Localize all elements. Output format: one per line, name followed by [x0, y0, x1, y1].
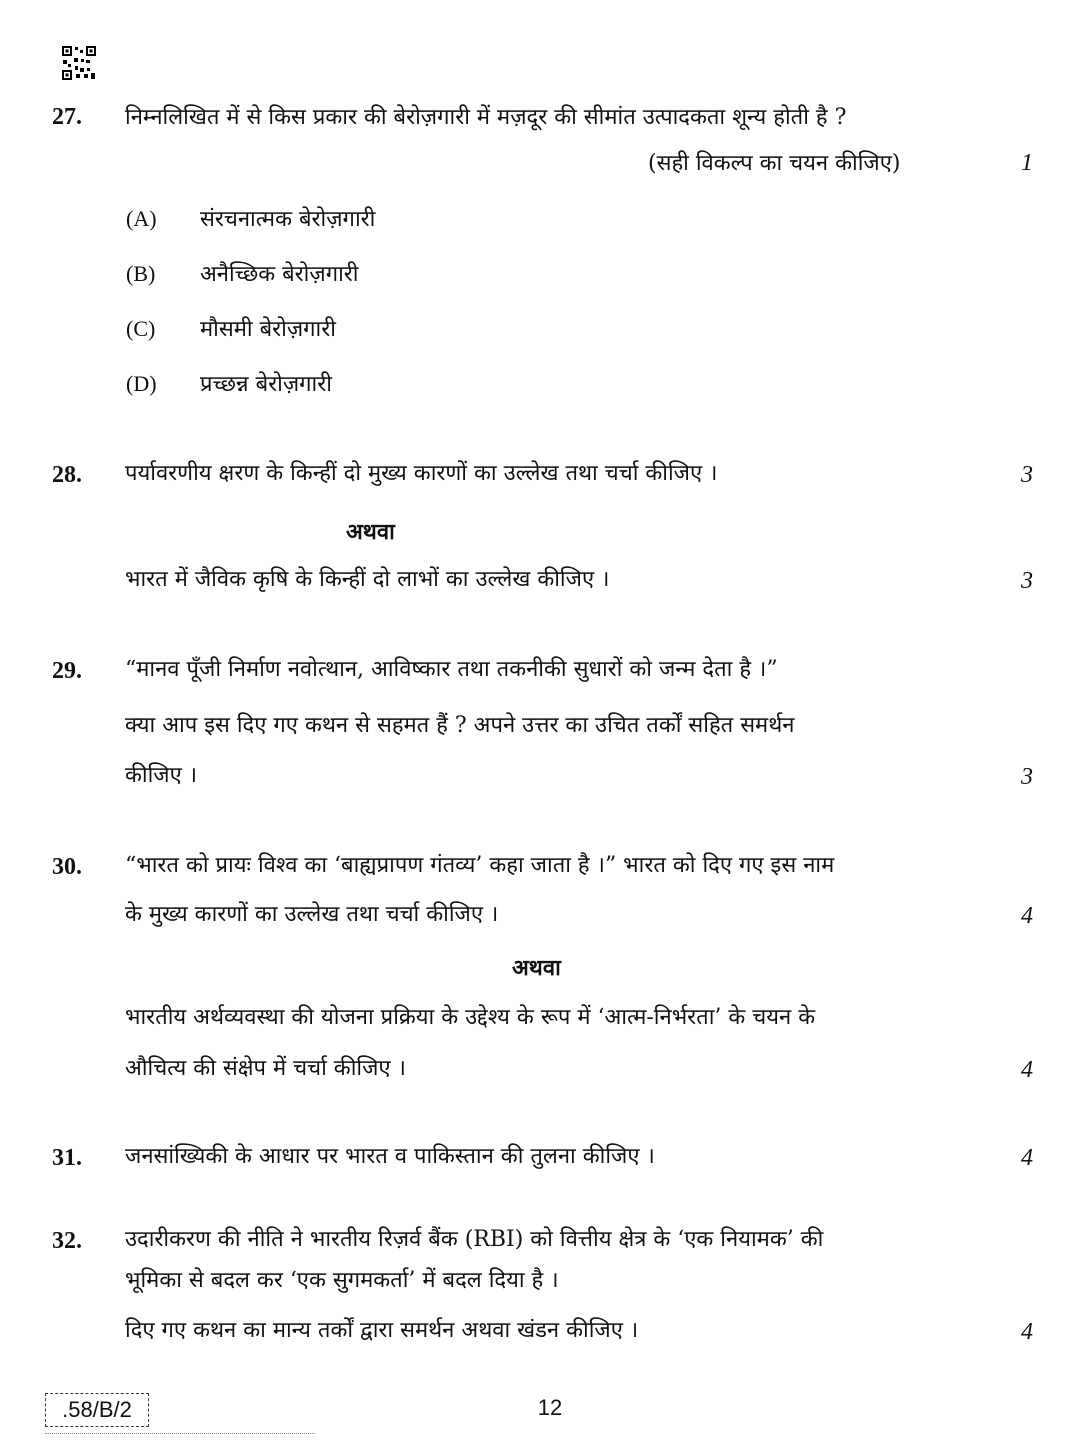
- question-number: 29.: [52, 658, 82, 684]
- option-label: (D): [126, 371, 157, 396]
- question-text-line: कीजिए ।: [125, 763, 198, 788]
- question-number: 31.: [52, 1145, 82, 1171]
- option-label: (C): [126, 316, 156, 341]
- option-text: संरचनात्मक बेरोज़गारी: [200, 207, 376, 232]
- or-label: अथवा: [512, 955, 561, 981]
- option-text: मौसमी बेरोज़गारी: [200, 317, 336, 342]
- question-number: 28.: [52, 462, 82, 488]
- question-text-line: भूमिका से बदल कर ‘एक सुगमकर्ता’ में बदल दिया है ।: [125, 1268, 559, 1293]
- question-marks: 4: [1021, 1145, 1033, 1171]
- option-label: (A): [126, 206, 157, 231]
- question-number: 30.: [52, 854, 82, 880]
- question-number: 32.: [52, 1228, 82, 1254]
- question-marks: 1: [1021, 150, 1033, 176]
- alternative-question-marks: 4: [1021, 1057, 1033, 1083]
- question-text-line: के मुख्य कारणों का उल्लेख तथा चर्चा कीजिए ।: [125, 902, 499, 927]
- alternative-question-text: भारत में जैविक कृषि के किन्हीं दो लाभों का उल्लेख कीजिए ।: [125, 567, 610, 592]
- option-text: प्रच्छन्न बेरोज़गारी: [200, 372, 332, 397]
- paper-code: .58/B/2: [45, 1393, 149, 1427]
- or-label: अथवा: [346, 519, 395, 545]
- question-marks: 3: [1021, 764, 1033, 790]
- question-text: निम्नलिखित में से किस प्रकार की बेरोज़गारी में मज़दूर की सीमांत उत्पादकता शून्य होती है ?: [125, 105, 847, 130]
- question-text-line: “भारत को प्रायः विश्व का ‘बाह्यप्रापण गंतव्य’ कहा जाता है ।” भारत को दिए गए इस नाम: [125, 853, 835, 878]
- alternative-question-text-line: भारतीय अर्थव्यवस्था की योजना प्रक्रिया के उद्देश्य के रूप में ‘आत्म-निर्भरता’ के चयन के: [125, 1005, 816, 1030]
- option-text: अनैच्छिक बेरोज़गारी: [200, 262, 359, 287]
- option-label: (B): [126, 261, 156, 286]
- question-text-line: “मानव पूँजी निर्माण नवोत्थान, आविष्कार तथा तकनीकी सुधारों को जन्म देता है ।”: [125, 657, 778, 682]
- alternative-question-marks: 3: [1021, 568, 1033, 594]
- question-text-line: दिए गए कथन का मान्य तर्कों द्वारा समर्थन अथवा खंडन कीजिए ।: [125, 1318, 639, 1343]
- footer-divider: [45, 1433, 315, 1439]
- question-text: पर्यावरणीय क्षरण के किन्हीं दो मुख्य कारणों का उल्लेख तथा चर्चा कीजिए ।: [125, 461, 718, 486]
- question-instruction: (सही विकल्प का चयन कीजिए): [648, 151, 901, 176]
- alternative-question-text-line: औचित्य की संक्षेप में चर्चा कीजिए ।: [125, 1056, 406, 1081]
- question-marks: 3: [1021, 462, 1033, 488]
- question-text: जनसांख्यिकी के आधार पर भारत व पाकिस्तान की तुलना कीजिए ।: [125, 1144, 655, 1169]
- qr-code-icon: [62, 46, 96, 80]
- question-marks: 4: [1021, 1319, 1033, 1345]
- question-marks: 4: [1021, 903, 1033, 929]
- question-text-line: उदारीकरण की नीति ने भारतीय रिज़र्व बैंक (RBI) को वित्तीय क्षेत्र के ‘एक नियामक’ की: [125, 1227, 824, 1252]
- question-text-line: क्या आप इस दिए गए कथन से सहमत हैं ? अपने उत्तर का उचित तर्कों सहित समर्थन: [125, 713, 795, 738]
- question-number: 27.: [52, 104, 82, 130]
- page-number: 12: [537, 1395, 563, 1420]
